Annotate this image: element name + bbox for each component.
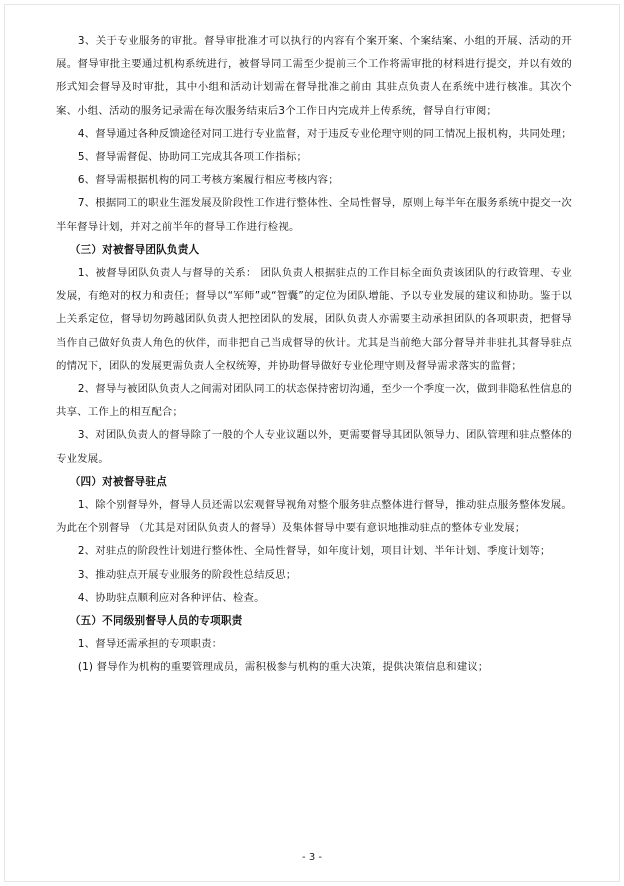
paragraph-leader-relation: 1、被督导团队负责人与督导的关系： 团队负责人根据驻点的工作目标全面负责该团队的行政管理、专业发展，有绝对的权力和责任；督导以“军师”或“智囊”的定位为团队增能、予以专业发展的建议和协助。鉴于以上关系定位，督导切勿跨越团队负责人把控团队的发展，团队负责人亦需要主动承担团队的各项职责，把督导当作自己做好负责人角色的伙伴，而非把自己当成督导的伙计。尤其是当前绝大部分督导并非驻扎其督导驻点的情况下，团队的发展更需负责人全权统筹，并协助督导做好专业伦理守则及督导需求落实的监督； <box>56 267 572 372</box>
paragraph-approval: 3、关于专业服务的审批。督导审批准才可以执行的内容有个案开案、个案结案、小组的开展、活动的开展。督导审批主要通过机构系统进行，被督导同工需至少提前三个工作将需审批的材料进行提交，并以有效的形式知会督导及时审批，其中小组和活动计划需在督导批准之前由 其驻点负责人在系统中进行核准。其次个案、小组、活动的服务记录需在每次服务结束后3个工作日内完成并上传系统，督导自行审阅； <box>56 35 572 117</box>
document-body <box>56 30 572 680</box>
paragraph-indicators: 5、督导需督促、协助同工完成其各项工作指标； <box>77 151 308 164</box>
section-heading-station: （四）对被督导驻点 <box>69 475 167 488</box>
section-heading-team-leader: （三）对被督导团队负责人 <box>69 243 200 256</box>
page-number: - 3 - <box>302 852 322 863</box>
paragraph-station-review: 3、推动驻点开展专业服务的阶段性总结反思； <box>77 568 297 581</box>
paragraph-duties-intro: 1、督导还需承担的专项职责： <box>77 638 223 651</box>
paragraph-career-plan: 7、根据同工的职业生涯发展及阶段性工作进行整体性、全局性督导，原则上每半年在服务系统中提交一次半年督导计划，并对之前半年的督导工作进行检视。 <box>56 197 572 233</box>
paragraph-leader-development: 3、对团队负责人的督导除了一般的个人专业议题以外，更需要督导其团队领导力、团队管理和驻点整体的专业发展。 <box>56 429 572 465</box>
section-heading-duties: （五）不同级别督导人员的专项职责 <box>69 615 243 628</box>
paragraph-leader-communication: 2、督导与被团队负责人之间需对团队同工的状态保持密切沟通，至少一个季度一次，做到非隐私性信息的共享、工作上的相互配合； <box>56 383 572 419</box>
paragraph-station-macro: 1、除个别督导外，督导人员还需以宏观督导视角对整个服务驻点整体进行督导，推动驻点服务整体发展。为此在个别督导 （尤其是对团队负责人的督导）及集体督导中要有意识地推动驻点的整体专业发展； <box>56 499 572 535</box>
paragraph-duties-item-1: (1) 督导作为机构的重要管理成员，需积极参与机构的重大决策，提供决策信息和建议； <box>77 661 489 674</box>
paragraph-assessment: 6、督导需根据机构的同工考核方案履行相应考核内容； <box>77 174 339 187</box>
paragraph-station-evaluation: 4、协助驻点顺利应对各种评估、检查。 <box>77 591 265 604</box>
paragraph-supervision: 4、督导通过各种反馈途径对同工进行专业监督，对于违反专业伦理守则的同工情况上报机构，共同处理； <box>77 127 572 140</box>
paragraph-station-plans: 2、对驻点的阶段性计划进行整体性、全局性督导，如年度计划，项目计划、半年计划、季度计划等； <box>77 545 551 558</box>
